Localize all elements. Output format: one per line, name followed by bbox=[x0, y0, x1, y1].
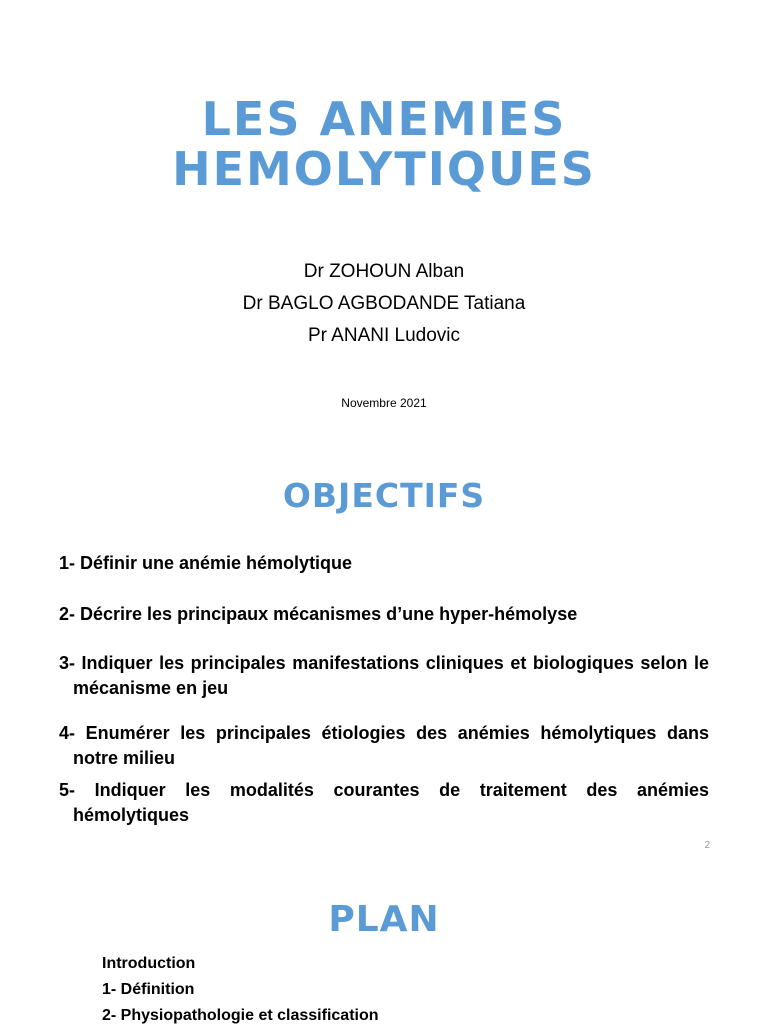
plan-list bbox=[102, 951, 379, 1029]
slide2-title: OBJECTIFS bbox=[282, 476, 486, 515]
presentation-date: Novembre 2021 bbox=[341, 396, 427, 410]
objective-item: 3- Indiquer les principales manifestations cliniques et biologiques selon le mécanisme en jeu bbox=[59, 653, 709, 698]
plan-item: 1- Définition bbox=[102, 981, 195, 998]
author-name: Dr BAGLO AGBODANDE Tatiana bbox=[242, 293, 526, 314]
author-name: Dr ZOHOUN Alban bbox=[303, 261, 465, 282]
authors-block bbox=[0, 256, 768, 352]
objective-item: 4- Enumérer les principales étiologies des anémies hémolytiques dans notre milieu bbox=[59, 723, 709, 768]
slide1-title-line2: HEMOLYTIQUES bbox=[172, 142, 596, 196]
slide1-title-line1: LES ANEMIES bbox=[201, 92, 567, 146]
page-number: 2 bbox=[704, 840, 710, 851]
objective-item: 2- Décrire les principaux mécanismes d’une hyper-hémolyse bbox=[59, 604, 578, 624]
slide3-title: PLAN bbox=[328, 899, 440, 940]
slide1-title bbox=[0, 94, 768, 194]
objective-item: 5- Indiquer les modalités courantes de traitement des anémies hémolytiques bbox=[59, 780, 709, 825]
plan-item: 2- Physiopathologie et classification bbox=[102, 1007, 379, 1024]
author-name: Pr ANANI Ludovic bbox=[307, 325, 461, 346]
objective-item: 1- Définir une anémie hémolytique bbox=[59, 553, 353, 573]
plan-item: Introduction bbox=[102, 955, 196, 972]
